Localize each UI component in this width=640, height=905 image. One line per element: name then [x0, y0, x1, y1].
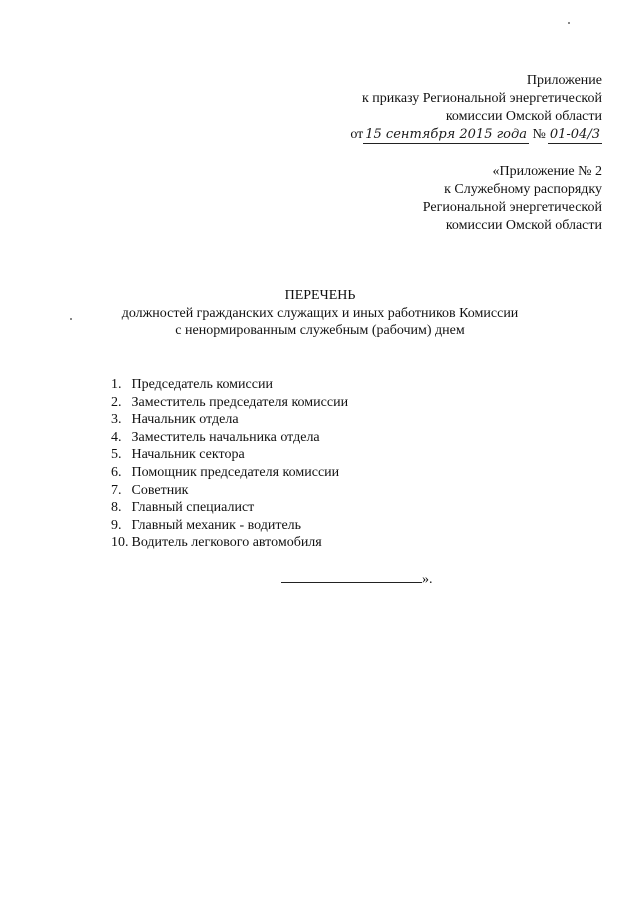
list-item-number: 2.: [111, 394, 122, 410]
list-item: [111, 376, 348, 394]
list-item-number: 3.: [111, 412, 122, 428]
list-item-label: Председатель комиссии: [131, 377, 273, 392]
positions-list: [111, 376, 348, 552]
appendix2-line: «Приложение № 2: [492, 164, 602, 179]
list-item-number: 8.: [111, 500, 122, 516]
order-number-prefix: №: [532, 127, 546, 142]
list-item-label: Заместитель председателя комиссии: [131, 394, 349, 410]
blank-underline: [281, 570, 422, 583]
list-item-label: Начальник отдела: [131, 412, 239, 428]
list-item: [111, 429, 348, 447]
title-line: с ненормированным служебным (рабочим) днем: [175, 323, 465, 338]
order-number-handwritten: 01-04/3: [549, 127, 600, 142]
list-item-number: 1.: [111, 377, 122, 392]
closing-quote: ».: [422, 572, 433, 587]
list-item: [111, 534, 348, 552]
list-item-number: 10.: [111, 535, 129, 551]
list-item-number: 5.: [111, 447, 122, 463]
order-reference: [350, 126, 602, 144]
list-item-label: Начальник сектора: [131, 447, 245, 463]
document-title: [0, 287, 640, 339]
list-item: [111, 517, 348, 535]
list-item: [111, 411, 348, 429]
list-item: [111, 464, 348, 482]
list-item-label: Заместитель начальника отдела: [131, 429, 320, 445]
list-item: [111, 482, 348, 500]
scan-speck: [568, 22, 570, 24]
order-date-handwritten: 15 сентября 2015 года: [365, 127, 527, 142]
appendix2-line: Региональной энергетической: [422, 200, 602, 215]
appendix-header: [350, 72, 602, 144]
appendix-line: комиссии Омской области: [445, 109, 602, 124]
list-item-label: Помощник председателя комиссии: [131, 464, 340, 480]
appendix2-header: [423, 163, 602, 235]
list-item: [111, 394, 348, 412]
list-item-number: 7.: [111, 482, 122, 498]
list-item: [111, 446, 348, 464]
list-item-number: 6.: [111, 464, 122, 480]
list-item-number: 4.: [111, 429, 122, 445]
list-item-label: Главный механик - водитель: [131, 517, 302, 533]
list-item: [111, 499, 348, 517]
appendix-line: к приказу Региональной энергетической: [361, 91, 602, 106]
title-heading: ПЕРЕЧЕНЬ: [284, 288, 356, 303]
order-prefix: от: [350, 127, 364, 142]
appendix-line: Приложение: [526, 73, 602, 88]
list-item-number: 9.: [111, 517, 122, 533]
list-item-label: Главный специалист: [131, 500, 255, 516]
title-line: должностей гражданских служащих и иных работников Комиссии: [121, 306, 519, 321]
appendix2-line: комиссии Омской области: [445, 218, 602, 233]
list-item-label: Советник: [131, 482, 189, 498]
list-item-label: Водитель легкового автомобиля: [131, 535, 322, 551]
closing-line: [281, 570, 433, 588]
appendix2-line: к Служебному распорядку: [444, 182, 602, 197]
